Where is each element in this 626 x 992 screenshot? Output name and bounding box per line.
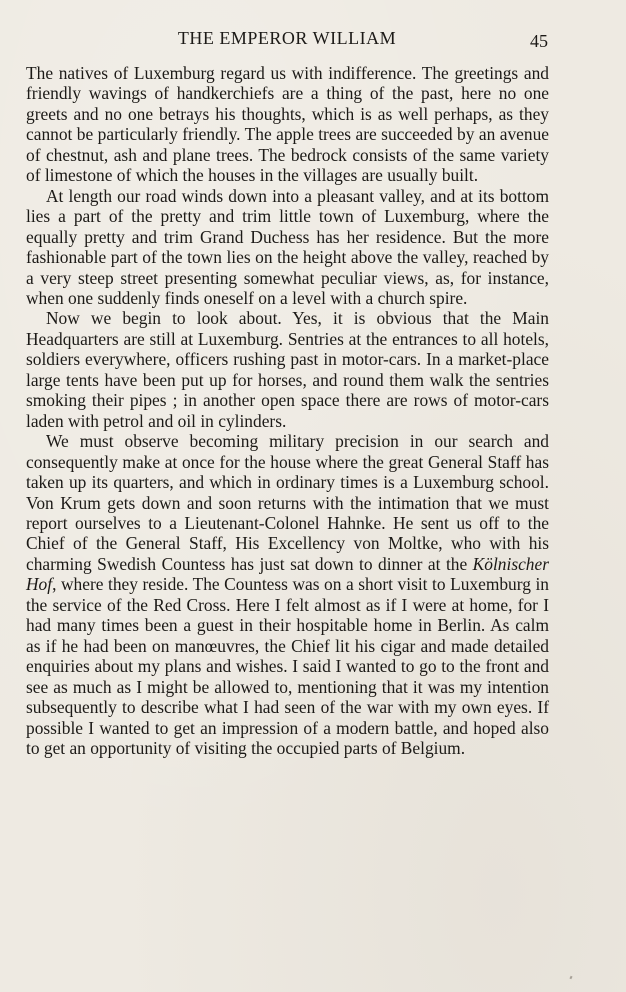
paragraph-2: At length our road winds down into a pleasant valley, and at its bottom lies a part of the pretty and trim little town of Luxemburg, where the equally pretty and trim Grand Duchess has her residence. But the more fashionable part of the town lies on the height above the valley, reached by a very steep street presenting somewhat peculiar views, as, for instance, when one suddenly finds oneself on a level with a church spire. [26,185,549,308]
hotel-name: Kölnischer Hof [26,553,549,595]
paragraph-4 [26,431,549,758]
paragraph-4-part-2: , where they reside. The Countess was on a short visit to Luxemburg in the service of the Red Cross. Here I felt almost as if I were at home, for I had many times been a guest in their hospitable home in Berlin. As calm as if he had been on manœuvres, the Chief lit his cigar and made detailed enquiries about my plans and wishes. I said I wanted to go to the front and see as much as I might be allowed to, mentioning that it was my intention subsequently to describe what I had seen of the war with my own eyes. If possible I wanted to get an impression of a modern battle, and hoped also to get an opportunity of visiting the occupied parts of Belgium. [26,574,549,758]
running-title: THE EMPEROR WILLIAM [177,28,397,48]
running-head [0,28,626,52]
paragraph-3: Now we begin to look about. Yes, it is obvious that the Main Headquarters are still at Luxemburg. Sentries at the entrances to all hotels, soldiers everywhere, officers rushing past in motor-cars. In a market-place large tents have been put up for horses, and round them walk the sentries smoking their pipes ; in another open space there are rows of motor-cars laden with petrol and oil in cylinders. [26,308,549,431]
paper-speck [569,976,572,980]
paragraph-1: The natives of Luxemburg regard us with indifference. The greetings and friendly wavings of handkerchiefs are a thing of the past, here no one greets and no one betrays his thoughts, which is as well perhaps, as they cannot be particularly friendly. The apple trees are succeeded by an avenue of chestnut, ash and plane trees. The bedrock consists of the same variety of limestone of which the houses in the villages are usually built. [26,63,549,186]
paragraph-4-part-1: We must observe becoming military precision in our search and consequently make at once for the house where the great General Staff has taken up its quarters, and which in ordinary times is a Luxemburg school. Von Krum gets down and soon returns with the intimation that we must report ourselves to a Lieutenant-Colonel Hahnke. He sent us off to the Chief of the General Staff, His Excellency von Moltke, who with his charming Swedish Countess has just sat down to dinner at the [26,431,549,574]
body-text [26,63,549,758]
page-number: 45 [530,31,548,51]
